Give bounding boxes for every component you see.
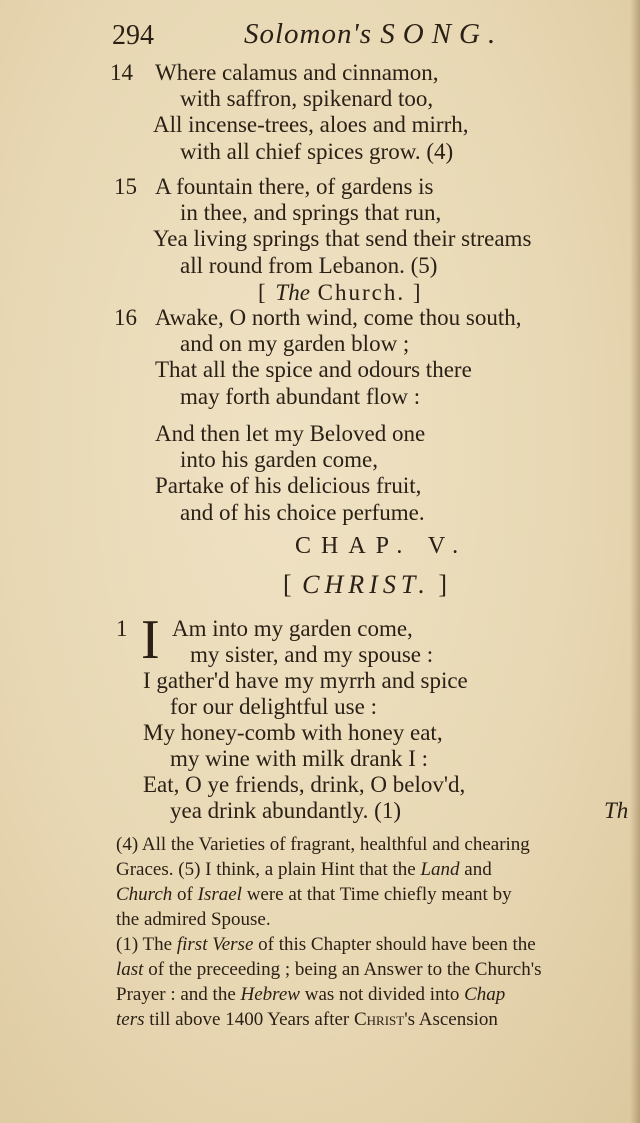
footnote-text: Prayer : and the [116,984,241,1005]
footnote-text: (1) The [116,934,177,955]
running-header [0,14,640,58]
verse-line: That all the spice and odours there [155,357,472,382]
footnote-text: was not divided into [299,984,465,1005]
verse-line: and of his choice perfume. [180,500,425,525]
footnote-line [116,959,542,981]
running-title [244,18,503,51]
footnote-italic: ters [116,1009,145,1030]
verse-number: 14 [110,60,133,85]
footnote-line [116,984,505,1006]
footnote-text: of the preceeding ; being an Answer to the Church's [143,959,542,980]
footnote-line [116,934,536,956]
footnote-text: (4) All the Varieties of fragrant, healthful and chearing [116,834,530,855]
verse-number: 16 [114,305,137,330]
footnote-italic: last [116,959,144,980]
verse-line: Awake, O north wind, come thou south, [155,305,522,330]
verse-number: 1 [116,616,128,641]
footnote-text: till above 1400 Years after [144,1009,354,1030]
verse-line: my wine with milk drank I : [170,746,429,771]
verse-line: with all chief spices grow. (4) [180,139,454,164]
verse-line: in thee, and springs that run, [180,200,442,225]
footnote-line [116,859,492,881]
footnote-line [116,884,512,906]
footnote-smallcaps: Christ [353,1009,405,1030]
footnote-italic: Land [420,859,460,880]
speaker-heading-christ: [ CHRIST. ] [283,570,450,599]
footnote-text: 's Ascension [404,1009,498,1030]
footnote-line [116,1009,498,1031]
running-title-caps: SONG. [380,18,504,50]
verse-line: And then let my Beloved one [155,421,426,446]
footnote-text: were at that Time chiefly meant by [241,884,512,905]
footnote-line [116,909,271,931]
verse-line: Where calamus and cinnamon, [155,60,439,85]
running-title-italic: Solomon's [244,18,372,50]
verse-line: for our delightful use : [170,694,377,719]
verse-line: Yea living springs that send their streams [153,226,532,251]
speaker-heading-church: [ The Church. ] [258,280,423,305]
verse-line: My honey-comb with honey eat, [143,720,443,745]
page-number: 294 [112,20,154,51]
footnote-line [116,834,530,856]
verse-line: with saffron, spikenard too, [180,86,434,111]
page-edge-shadow [630,0,640,1123]
footnote-italic: Hebrew [240,984,300,1005]
verse-line: may forth abundant flow : [180,384,421,409]
footnote-text: of this Chapter should have been the [253,934,536,955]
verse-line: my sister, and my spouse : [190,642,434,667]
footnote-text: the admired Spouse. [116,909,271,930]
verse-line: Am into my garden come, [172,616,413,641]
speaker-name: Church. [317,280,406,305]
footnote-italic: Church [116,884,173,905]
verse-line: All incense-trees, aloes and mirrh, [153,112,469,137]
footnote-text: of [172,884,198,905]
verse-number: 15 [114,174,137,199]
verse-line: into his garden come, [180,447,379,472]
footnote-italic: Chap [464,984,506,1005]
footnote-italic: Israel [197,884,242,905]
footnote-text: Graces. (5) I think, a plain Hint that the [116,859,421,880]
verse-line: all round from Lebanon. (5) [180,253,438,278]
chapter-heading: CHAP. V. [295,533,469,559]
footnote-italic: first Verse [176,934,254,955]
speaker-name: CHRIST. [302,570,430,599]
verse-line: yea drink abundantly. (1) [170,798,401,823]
drop-cap: I [141,609,160,671]
verse-line: Partake of his delicious fruit, [155,473,422,498]
speaker-lead: The [275,280,310,305]
verse-line: A fountain there, of gardens is [155,174,434,199]
verse-line: and on my garden blow ; [180,331,410,356]
verse-line: I gather'd have my myrrh and spice [143,668,468,693]
footnote-text: and [459,859,492,880]
catchword: Th [604,798,629,823]
verse-line: Eat, O ye friends, drink, O belov'd, [143,772,466,797]
